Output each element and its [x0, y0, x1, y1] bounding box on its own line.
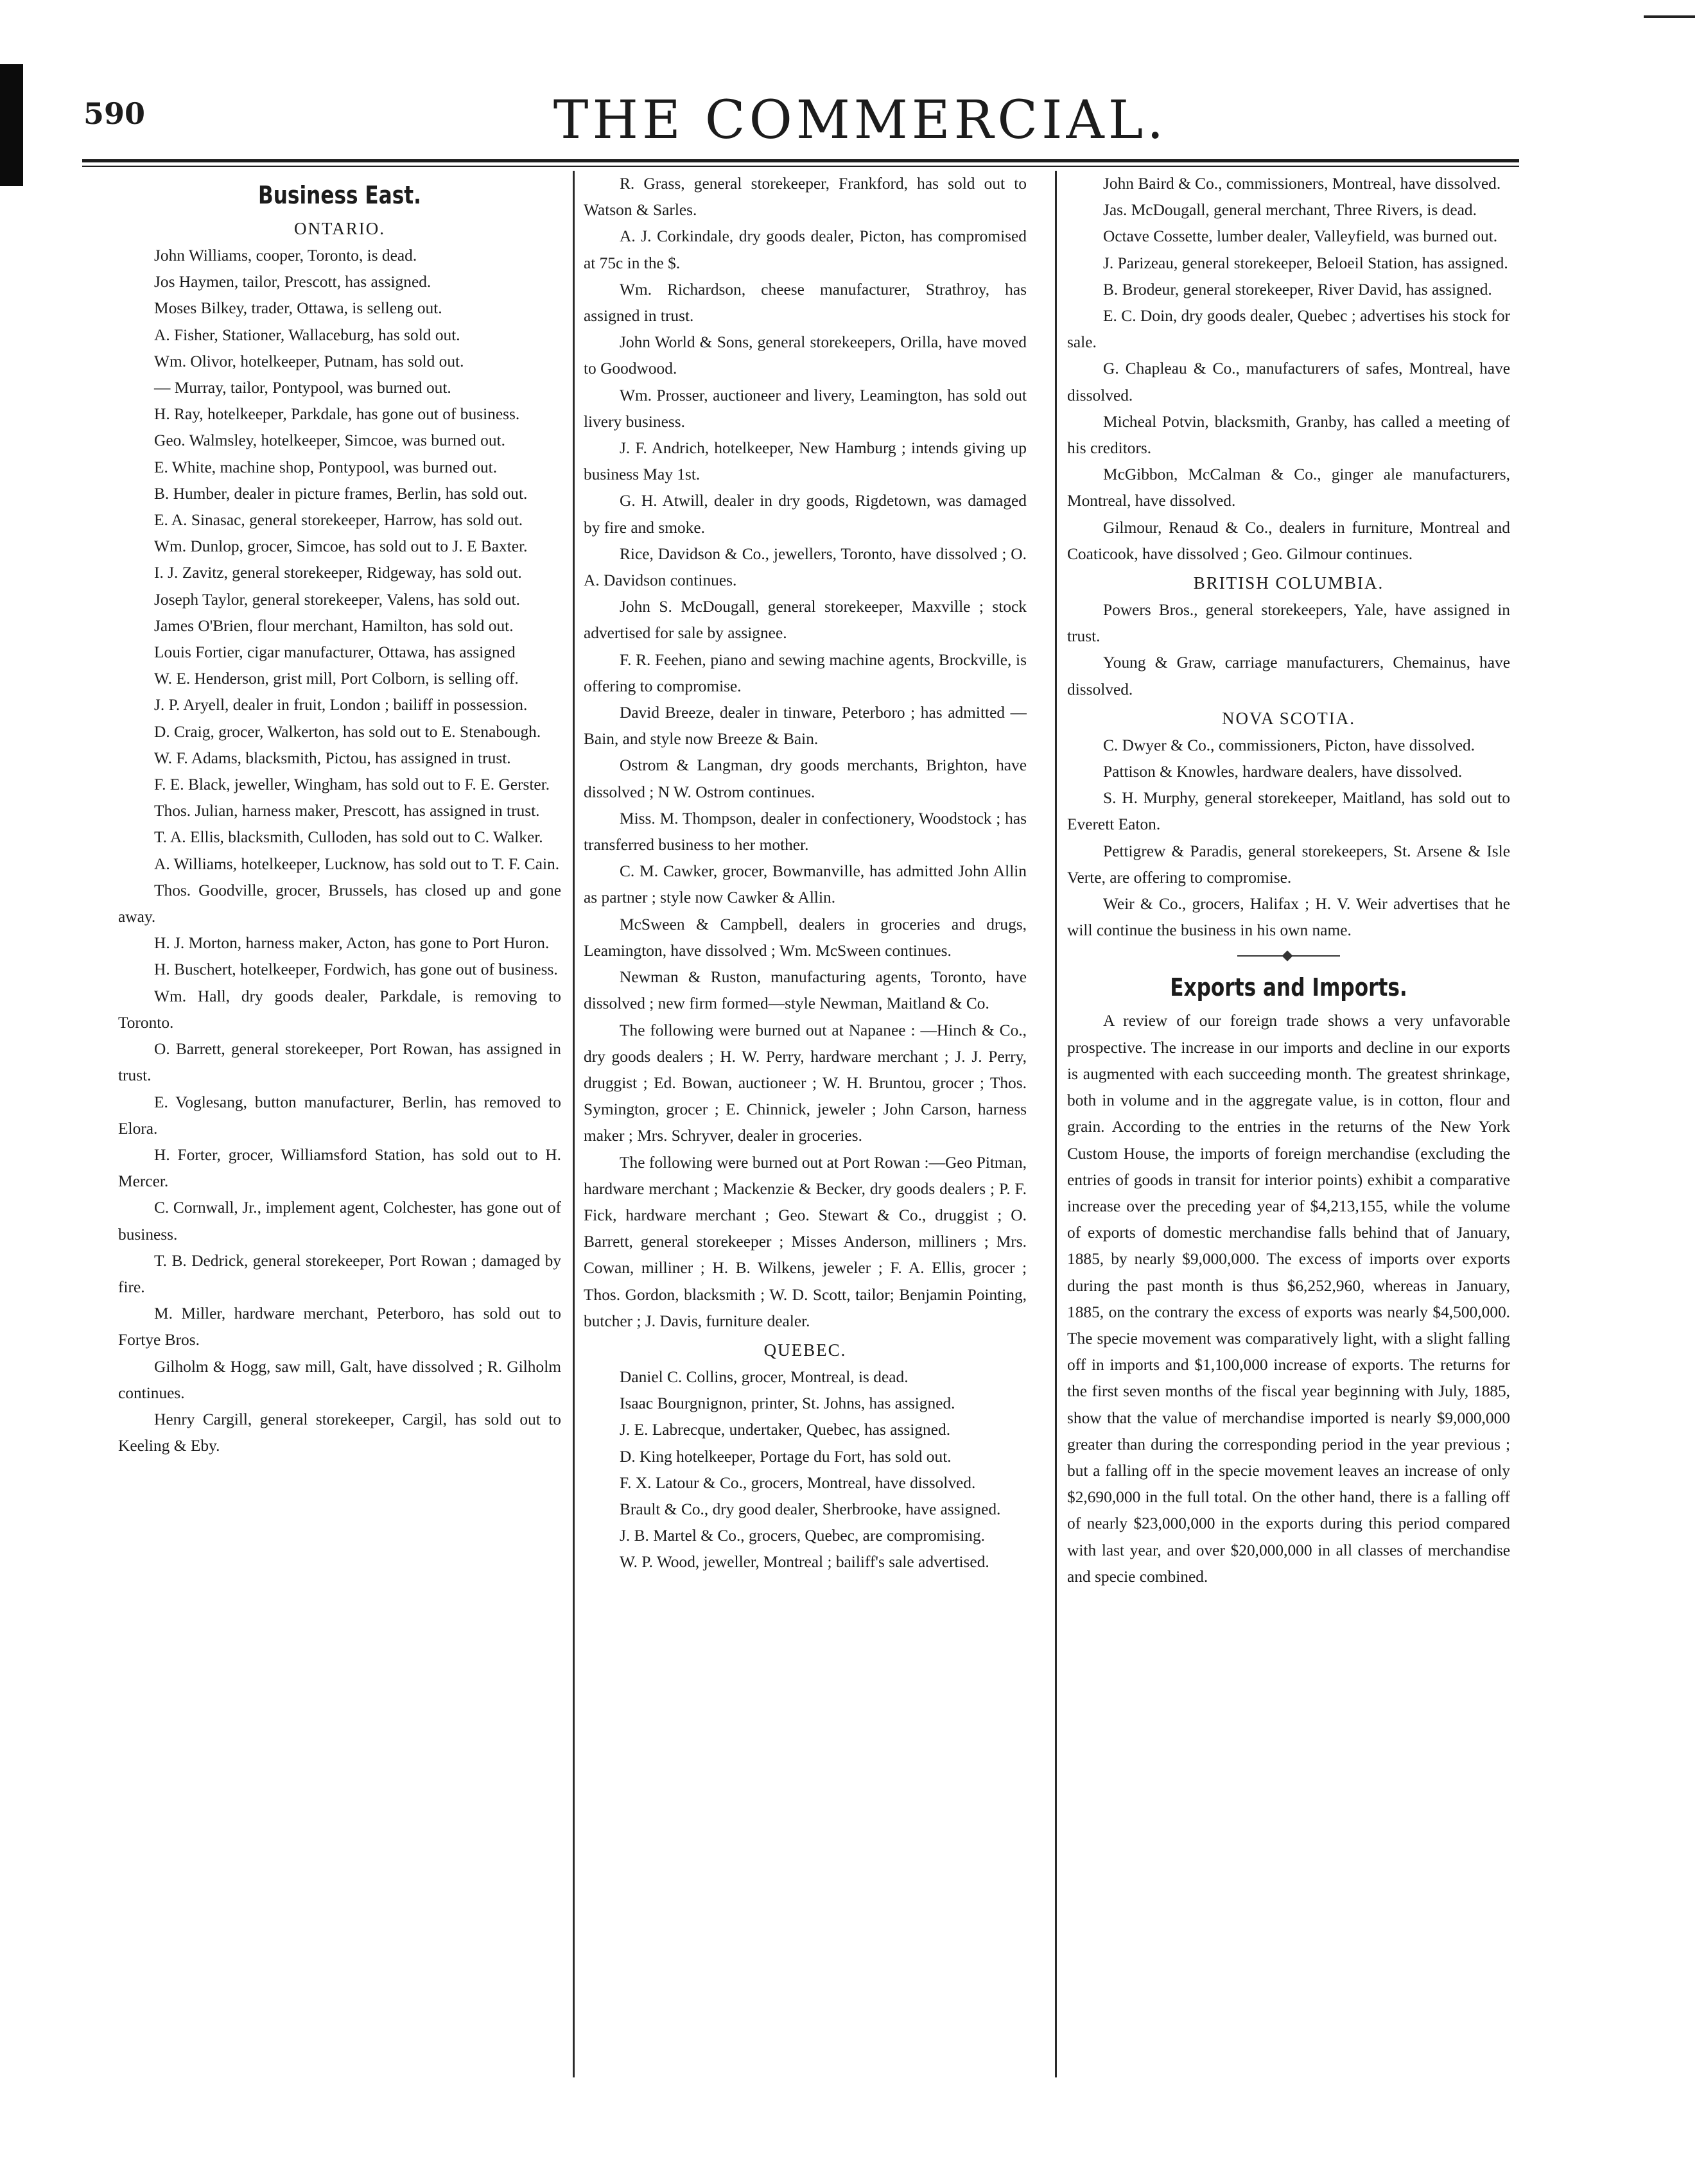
news-item: J. B. Martel & Co., grocers, Quebec, are compromising.	[620, 1527, 986, 1545]
news-item: J. P. Aryell, dealer in fruit, London ; bailiff in possession.	[154, 696, 528, 715]
news-item: G. H. Atwill, dealer in dry goods, Rigdetown, was damaged by fire and smoke.	[584, 492, 1027, 537]
news-item: Newman & Ruston, manufacturing agents, Toronto, have dissolved ; new firm formed—style Newman, Maitland & Co.	[584, 968, 1027, 1013]
subheading-british-columbia: BRITISH COLUMBIA.	[1193, 573, 1384, 593]
news-item: Brault & Co., dry good dealer, Sherbrooke, have assigned.	[620, 1500, 1001, 1518]
news-item: O. Barrett, general storekeeper, Port Rowan, has assigned in trust.	[118, 1040, 561, 1085]
news-item: F. E. Black, jeweller, Wingham, has sold out to F. E. Gerster.	[154, 776, 550, 794]
news-item: R. Grass, general storekeeper, Frankford, has sold out to Watson & Sarles.	[584, 175, 1027, 220]
news-item: Miss. M. Thompson, dealer in confectionery, Woodstock ; has transferred business to her mother.	[584, 809, 1027, 854]
news-item: John World & Sons, general storekeepers, Orilla, have moved to Goodwood.	[584, 333, 1027, 378]
news-item: Rice, Davidson & Co., jewellers, Toronto, have dissolved ; O. A. Davidson continues.	[584, 544, 1027, 590]
column-3	[1067, 171, 1510, 2103]
news-item: Wm. Olivor, hotelkeeper, Putnam, has sold out.	[154, 352, 464, 370]
news-item: C. M. Cawker, grocer, Bowmanville, has admitted John Allin as partner ; style now Cawker & Allin.	[584, 862, 1027, 907]
news-item: T. B. Dedrick, general storekeeper, Port Rowan ; damaged by fire.	[118, 1251, 561, 1296]
column-2	[584, 171, 1027, 2103]
column-rule	[573, 171, 575, 2077]
header-rule-thin	[82, 166, 1519, 167]
news-item: C. Cornwall, Jr., implement agent, Colchester, has gone out of business.	[118, 1199, 561, 1244]
news-item: D. King hotelkeeper, Portage du Fort, has sold out.	[620, 1447, 952, 1466]
news-item: H. Forter, grocer, Williamsford Station, has sold out to H. Mercer.	[118, 1145, 561, 1191]
news-item: D. Craig, grocer, Walkerton, has sold out to E. Stenabough.	[154, 722, 541, 741]
news-item: Thos. Julian, harness maker, Prescott, has assigned in trust.	[154, 802, 540, 820]
news-item: J. Parizeau, general storekeeper, Beloeil Station, has assigned.	[1103, 254, 1508, 272]
news-item: Weir & Co., grocers, Halifax ; H. V. Weir advertises that he will continue the business in his own name.	[1067, 895, 1510, 940]
news-item: Wm. Richardson, cheese manufacturer, Strathroy, has assigned in trust.	[584, 280, 1027, 325]
news-item: — Murray, tailor, Pontypool, was burned out.	[154, 379, 451, 397]
subheading-ontario: ONTARIO.	[293, 219, 386, 238]
section-divider	[1237, 955, 1340, 963]
news-item: Ostrom & Langman, dry goods merchants, Brighton, have dissolved ; N W. Ostrom continues.	[584, 756, 1027, 801]
column-rule	[1055, 171, 1057, 2077]
news-item: H. Buschert, hotelkeeper, Fordwich, has gone out of business.	[154, 960, 558, 979]
news-item: A. Williams, hotelkeeper, Lucknow, has sold out to T. F. Cain.	[154, 854, 560, 873]
news-item: Daniel C. Collins, grocer, Montreal, is dead.	[620, 1367, 909, 1386]
news-item: Louis Fortier, cigar manufacturer, Ottawa, has assigned	[154, 643, 516, 662]
news-item: Joseph Taylor, general storekeeper, Valens, has sold out.	[154, 590, 520, 609]
news-item: A. Fisher, Stationer, Wallaceburg, has sold out.	[154, 325, 460, 344]
masthead-title: THE COMMERCIAL.	[553, 90, 1168, 151]
scan-edge-mark	[0, 64, 23, 186]
news-item: John Baird & Co., commissioners, Montreal, have dissolved.	[1103, 175, 1501, 193]
news-item: S. H. Murphy, general storekeeper, Maitland, has sold out to Everett Eaton.	[1067, 789, 1510, 834]
news-item: E. A. Sinasac, general storekeeper, Harrow, has sold out.	[154, 511, 523, 530]
news-item: W. P. Wood, jeweller, Montreal ; bailiff's sale advertised.	[620, 1553, 989, 1572]
news-item: Micheal Potvin, blacksmith, Granby, has called a meeting of his creditors.	[1067, 412, 1510, 458]
news-item: Pattison & Knowles, hardware dealers, have dissolved.	[1103, 763, 1463, 781]
subheading-quebec: QUEBEC.	[763, 1340, 847, 1360]
news-item: Thos. Goodville, grocer, Brussels, has closed up and gone away.	[118, 881, 561, 926]
article-body: A review of our foreign trade shows a very unfavorable prospective. The increase in our imports and decline in our exports is augmented with each succeeding month. The greatest shrinkage, both in volume and in the aggregate value, is in cotton, flour and grain. According to the entries in the returns of the New York Custom House, the imports of foreign merchandise (excluding the entries of goods in transit for interior points) exhibit a comparative increase over the preceding year of $4,213,155, while the volume of exports of domestic merchandise falls behind that of January, 1885, by nearly $9,000,000. The excess of imports over exports during the past month is thus $6,252,960, whereas in January, 1885, on the contrary the excess of exports was nearly $4,500,000. The specie movement was comparatively light, with a slight falling off in imports and $1,100,000 increase of exports. The returns for the first seven months of the fiscal year beginning with July, 1885, show that the value of merchandise imported is nearly $9,000,000 greater than during the corresponding period in the year previous ; but a falling off in the specie movement leaves an increase of only $2,690,000 in the full total. On the other hand, there is a falling off of nearly $23,000,000 in the exports during this period compared with last year, and over $20,000,000 in all classes of merchandise and specie combined.	[1067, 1012, 1510, 1586]
news-item: Gilmour, Renaud & Co., dealers in furniture, Montreal and Coaticook, have dissolved ; Geo. Gilmour continues.	[1067, 518, 1510, 563]
news-item: David Breeze, dealer in tinware, Peterboro ; has admitted — Bain, and style now Breeze & Bain.	[584, 704, 1027, 749]
news-item: Powers Bros., general storekeepers, Yale, have assigned in trust.	[1067, 601, 1510, 646]
news-item: James O'Brien, flour merchant, Hamilton, has sold out.	[154, 616, 514, 635]
news-item: The following were burned out at Napanee : —Hinch & Co., dry goods dealers ; H. W. Perry, hardware merchant ; J. J. Perry, druggist ; Ed. Bowan, auctioneer ; W. H. Bruntou, grocer ; Thos. Symington, grocer ; E. Chinnick, jeweler ; John Carson, harness maker ; Mrs. Schryver, dealer in groceries.	[584, 1021, 1027, 1145]
news-item: Wm. Prosser, auctioneer and livery, Leamington, has sold out livery business.	[584, 386, 1027, 431]
news-item: I. J. Zavitz, general storekeeper, Ridgeway, has sold out.	[154, 564, 522, 582]
news-item: Young & Graw, carriage manufacturers, Chemainus, have dissolved.	[1067, 654, 1510, 698]
news-item: W. F. Adams, blacksmith, Pictou, has assigned in trust.	[154, 749, 511, 767]
news-item: John S. McDougall, general storekeeper, Maxville ; stock advertised for sale by assignee.	[584, 598, 1027, 643]
news-item: E. White, machine shop, Pontypool, was burned out.	[154, 458, 498, 476]
news-item: Henry Cargill, general storekeeper, Cargil, has sold out to Keeling & Eby.	[118, 1410, 561, 1455]
scan-corner-mark	[1644, 15, 1695, 18]
news-item: E. C. Doin, dry goods dealer, Quebec ; advertises his stock for sale.	[1067, 307, 1510, 352]
news-item: Pettigrew & Paradis, general storekeepers, St. Arsene & Isle Verte, are offering to compromise.	[1067, 842, 1510, 887]
column-1	[118, 171, 561, 2103]
news-item: Wm. Dunlop, grocer, Simcoe, has sold out to J. E Baxter.	[154, 537, 528, 556]
news-item: Jos Haymen, tailor, Prescott, has assigned.	[154, 273, 431, 291]
news-item: J. F. Andrich, hotelkeeper, New Hamburg ; intends giving up business May 1st.	[584, 439, 1027, 484]
news-item: McGibbon, McCalman & Co., ginger ale manufacturers, Montreal, have dissolved.	[1067, 465, 1510, 510]
news-item: A. J. Corkindale, dry goods dealer, Picton, has compromised at 75c in the $.	[584, 227, 1027, 272]
news-item: G. Chapleau & Co., manufacturers of safes, Montreal, have dissolved.	[1067, 360, 1510, 404]
header-rule-thick	[82, 159, 1519, 162]
news-item: John Williams, cooper, Toronto, is dead.	[154, 247, 417, 264]
news-item: Isaac Bourgnignon, printer, St. Johns, has assigned.	[620, 1394, 955, 1413]
news-item: Wm. Hall, dry goods dealer, Parkdale, is removing to Toronto.	[118, 987, 561, 1032]
news-item: Moses Bilkey, trader, Ottawa, is selleng out.	[154, 299, 442, 318]
section-heading-exports-imports: Exports and Imports.	[1170, 973, 1407, 1002]
news-item: T. A. Ellis, blacksmith, Culloden, has sold out to C. Walker.	[154, 828, 543, 847]
news-item: B. Humber, dealer in picture frames, Berlin, has sold out.	[154, 484, 528, 503]
page-number: 590	[83, 96, 146, 131]
news-item: Geo. Walmsley, hotelkeeper, Simcoe, was burned out.	[154, 431, 505, 450]
news-item: W. E. Henderson, grist mill, Port Colborn, is selling off.	[154, 670, 519, 688]
news-item: F. X. Latour & Co., grocers, Montreal, have dissolved.	[620, 1473, 976, 1492]
news-item: H. Ray, hotelkeeper, Parkdale, has gone out of business.	[154, 405, 520, 424]
news-item: C. Dwyer & Co., commissioners, Picton, have dissolved.	[1103, 736, 1475, 754]
news-item: Octave Cossette, lumber dealer, Valleyfield, was burned out.	[1103, 227, 1498, 246]
news-item: M. Miller, hardware merchant, Peterboro, has sold out to Fortye Bros.	[118, 1304, 561, 1349]
news-item: J. E. Labrecque, undertaker, Quebec, has assigned.	[620, 1421, 951, 1439]
news-item: E. Voglesang, button manufacturer, Berlin, has removed to Elora.	[118, 1093, 561, 1138]
news-item: F. R. Feehen, piano and sewing machine agents, Brockville, is offering to compromise.	[584, 650, 1027, 695]
news-item: Jas. McDougall, general merchant, Three Rivers, is dead.	[1103, 201, 1477, 220]
news-item: McSween & Campbell, dealers in groceries and drugs, Leamington, have dissolved ; Wm. McSween continues.	[584, 915, 1027, 960]
news-item: Gilholm & Hogg, saw mill, Galt, have dissolved ; R. Gilholm continues.	[118, 1357, 561, 1402]
news-item: B. Brodeur, general storekeeper, River David, has assigned.	[1103, 280, 1492, 299]
section-heading-business-east: Business East.	[257, 181, 422, 209]
news-item: The following were burned out at Port Rowan :—Geo Pitman, hardware merchant ; Mackenzie & Becker, dry goods dealers ; P. F. Fick, hardware merchant ; Geo. Stewart & Co., druggist ; O. Barrett, general storekeeper ; Misses Anderson, milliners ; Mrs. Cowan, milliner ; H. B. Wilkens, jeweler ; F. A. Ellis, grocer ; Thos. Gordon, blacksmith ; W. D. Scott, tailor; Benjamin Pointing, butcher ; J. Davis, furniture dealer.	[584, 1153, 1027, 1330]
news-item: H. J. Morton, harness maker, Acton, has gone to Port Huron.	[154, 934, 550, 953]
subheading-nova-scotia: NOVA SCOTIA.	[1221, 708, 1356, 728]
